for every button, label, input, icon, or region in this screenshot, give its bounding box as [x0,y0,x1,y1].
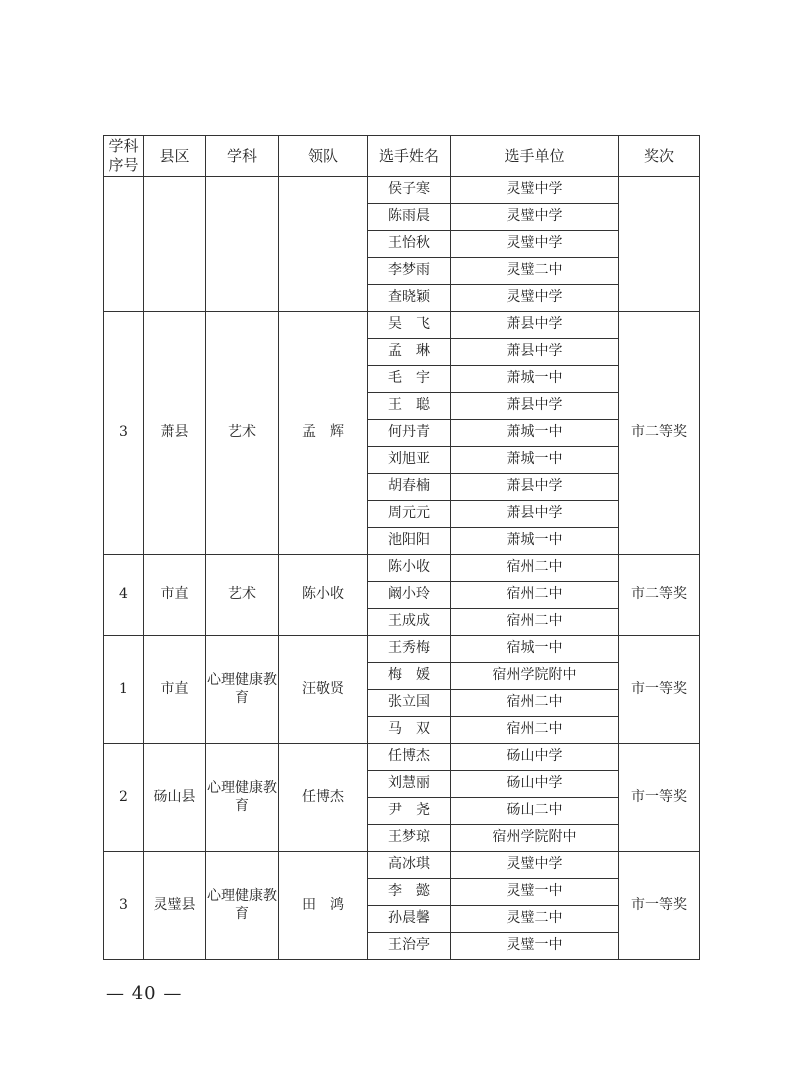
player-unit: 灵璧中学 [451,204,619,231]
group-award: 市一等奖 [619,744,700,852]
table-row [104,744,700,771]
player-name: 王秀梅 [368,636,451,663]
player-unit: 宿城一中 [451,636,619,663]
player-name: 侯子寒 [368,177,451,204]
player-name: 毛 宇 [368,366,451,393]
group-subject [206,177,279,312]
player-unit: 灵璧中学 [451,285,619,312]
player-unit: 砀山二中 [451,798,619,825]
group-leader: 田 鸿 [279,852,368,960]
player-unit: 宿州二中 [451,690,619,717]
group-seq [104,177,144,312]
award-table [103,135,700,960]
player-unit: 砀山中学 [451,771,619,798]
column-header-award: 奖次 [619,136,700,177]
player-unit: 灵璧中学 [451,231,619,258]
group-seq: 3 [104,312,144,555]
table-row [104,555,700,582]
group-county [144,177,206,312]
group-award: 市二等奖 [619,555,700,636]
player-unit: 灵璧二中 [451,906,619,933]
player-name: 查晓颖 [368,285,451,312]
player-name: 何丹青 [368,420,451,447]
player-name: 任博杰 [368,744,451,771]
group-leader [279,177,368,312]
player-name: 吴 飞 [368,312,451,339]
player-unit: 宿州二中 [451,609,619,636]
player-unit: 灵璧中学 [451,852,619,879]
player-name: 李 懿 [368,879,451,906]
player-name: 刘慧丽 [368,771,451,798]
player-unit: 宿州学院附中 [451,663,619,690]
group-subject: 艺术 [206,555,279,636]
page-number: — 40 — [106,983,183,1004]
group-award: 市一等奖 [619,636,700,744]
group-seq: 3 [104,852,144,960]
group-seq: 1 [104,636,144,744]
player-unit: 萧县中学 [451,393,619,420]
player-name: 孟 琳 [368,339,451,366]
column-header-player-unit: 选手单位 [451,136,619,177]
player-unit: 灵璧中学 [451,177,619,204]
player-unit: 萧城一中 [451,447,619,474]
player-name: 张立国 [368,690,451,717]
table-header-row [104,136,700,177]
player-name: 池阳阳 [368,528,451,555]
group-leader: 陈小收 [279,555,368,636]
player-name: 高冰琪 [368,852,451,879]
group-leader: 汪敬贤 [279,636,368,744]
player-name: 胡春楠 [368,474,451,501]
group-subject: 艺术 [206,312,279,555]
player-name: 陈雨晨 [368,204,451,231]
column-header-county: 县区 [144,136,206,177]
group-seq: 4 [104,555,144,636]
player-name: 李梦雨 [368,258,451,285]
player-unit: 萧城一中 [451,420,619,447]
column-header-seq: 学科序号 [104,136,144,177]
player-unit: 宿州二中 [451,555,619,582]
table-row [104,312,700,339]
player-name: 孙晨馨 [368,906,451,933]
player-name: 梅 媛 [368,663,451,690]
group-seq: 2 [104,744,144,852]
player-unit: 灵璧一中 [451,933,619,960]
player-name: 王成成 [368,609,451,636]
player-unit: 萧县中学 [451,339,619,366]
player-unit: 萧县中学 [451,474,619,501]
player-name: 刘旭亚 [368,447,451,474]
player-name: 王梦琼 [368,825,451,852]
player-unit: 砀山中学 [451,744,619,771]
group-subject: 心理健康教育 [206,636,279,744]
player-name: 王治亭 [368,933,451,960]
table-row [104,177,700,204]
player-name: 王怡秋 [368,231,451,258]
group-leader: 孟 辉 [279,312,368,555]
player-name: 阚小玲 [368,582,451,609]
player-name: 尹 尧 [368,798,451,825]
group-county: 灵璧县 [144,852,206,960]
player-unit: 宿州学院附中 [451,825,619,852]
player-unit: 萧城一中 [451,528,619,555]
group-county: 市直 [144,555,206,636]
player-unit: 宿州二中 [451,717,619,744]
player-unit: 灵璧二中 [451,258,619,285]
group-award [619,177,700,312]
column-header-player-name: 选手姓名 [368,136,451,177]
table-row [104,852,700,879]
player-unit: 灵璧一中 [451,879,619,906]
group-leader: 任博杰 [279,744,368,852]
group-county: 砀山县 [144,744,206,852]
column-header-leader: 领队 [279,136,368,177]
column-header-subject: 学科 [206,136,279,177]
player-unit: 萧县中学 [451,501,619,528]
player-name: 王 聪 [368,393,451,420]
player-unit: 萧县中学 [451,312,619,339]
player-name: 周元元 [368,501,451,528]
group-subject: 心理健康教育 [206,744,279,852]
player-name: 马 双 [368,717,451,744]
group-county: 市直 [144,636,206,744]
group-award: 市二等奖 [619,312,700,555]
group-subject: 心理健康教育 [206,852,279,960]
group-award: 市一等奖 [619,852,700,960]
player-unit: 宿州二中 [451,582,619,609]
player-unit: 萧城一中 [451,366,619,393]
player-name: 陈小收 [368,555,451,582]
table-row [104,636,700,663]
group-county: 萧县 [144,312,206,555]
